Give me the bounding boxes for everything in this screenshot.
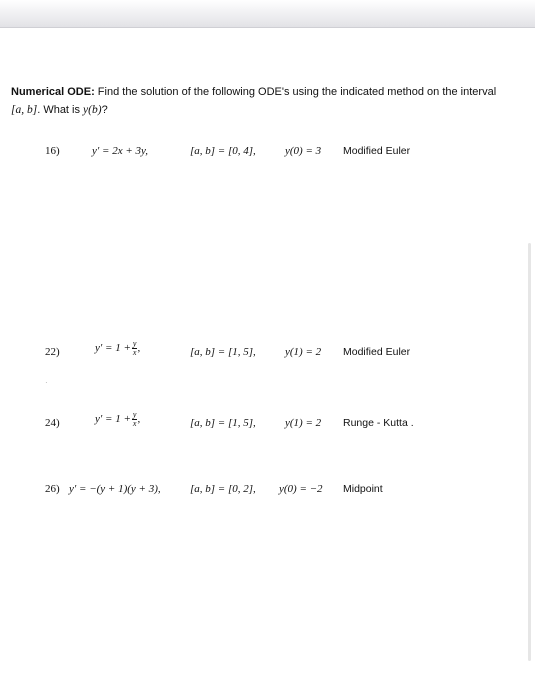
problem-interval: [a, b] = [1, 5], xyxy=(190,417,256,429)
fraction-numerator: y xyxy=(132,410,137,419)
problem-number: 22) xyxy=(45,346,60,358)
problem-equation xyxy=(95,340,140,357)
problem-number: 16) xyxy=(45,145,60,157)
fraction-denominator: x xyxy=(132,419,137,428)
problem-interval: [a, b] = [0, 4], xyxy=(190,145,256,157)
heading-text-1: Find the solution of the following ODE's using the indicated method on the interval xyxy=(94,86,497,98)
problem-heading xyxy=(11,83,529,119)
problem-equation: y′ = 2x + 3y, xyxy=(92,145,149,157)
top-toolbar xyxy=(0,0,535,28)
heading-target: y(b) xyxy=(83,104,102,116)
problem-method: Modified Euler xyxy=(343,346,411,358)
problem-method: Midpoint xyxy=(343,483,383,495)
problem-initial: y(1) = 2 xyxy=(285,417,322,429)
equation-lhs: y′ = 1 + xyxy=(95,413,131,426)
heading-text-2: . What is xyxy=(37,104,84,116)
problem-initial: y(0) = 3 xyxy=(285,145,322,157)
problem-initial: y(1) = 2 xyxy=(285,346,322,358)
problem-interval: [a, b] = [0, 2], xyxy=(190,483,256,495)
equation-lhs: y′ = 1 + xyxy=(95,342,131,355)
problem-equation: y′ = −(y + 1)(y + 3), xyxy=(69,483,161,495)
vertical-scrollbar[interactable] xyxy=(528,243,531,661)
stray-mark: · xyxy=(45,378,48,387)
fraction-denominator: x xyxy=(132,348,137,357)
problem-number: 24) xyxy=(45,417,60,429)
problem-initial: y(0) = −2 xyxy=(279,483,323,495)
problem-interval: [a, b] = [1, 5], xyxy=(190,346,256,358)
equation-tail: , xyxy=(137,342,141,355)
problem-number: 26) xyxy=(45,483,60,495)
fraction-numerator: y xyxy=(132,339,137,348)
problem-method: Runge - Kutta . xyxy=(343,417,414,429)
problem-equation xyxy=(95,411,140,428)
heading-interval: [a, b] xyxy=(11,104,38,116)
equation-tail: , xyxy=(137,413,141,426)
heading-bold: Numerical ODE: xyxy=(11,86,95,98)
problem-method: Modified Euler xyxy=(343,145,411,157)
heading-text-3: ? xyxy=(101,104,108,116)
